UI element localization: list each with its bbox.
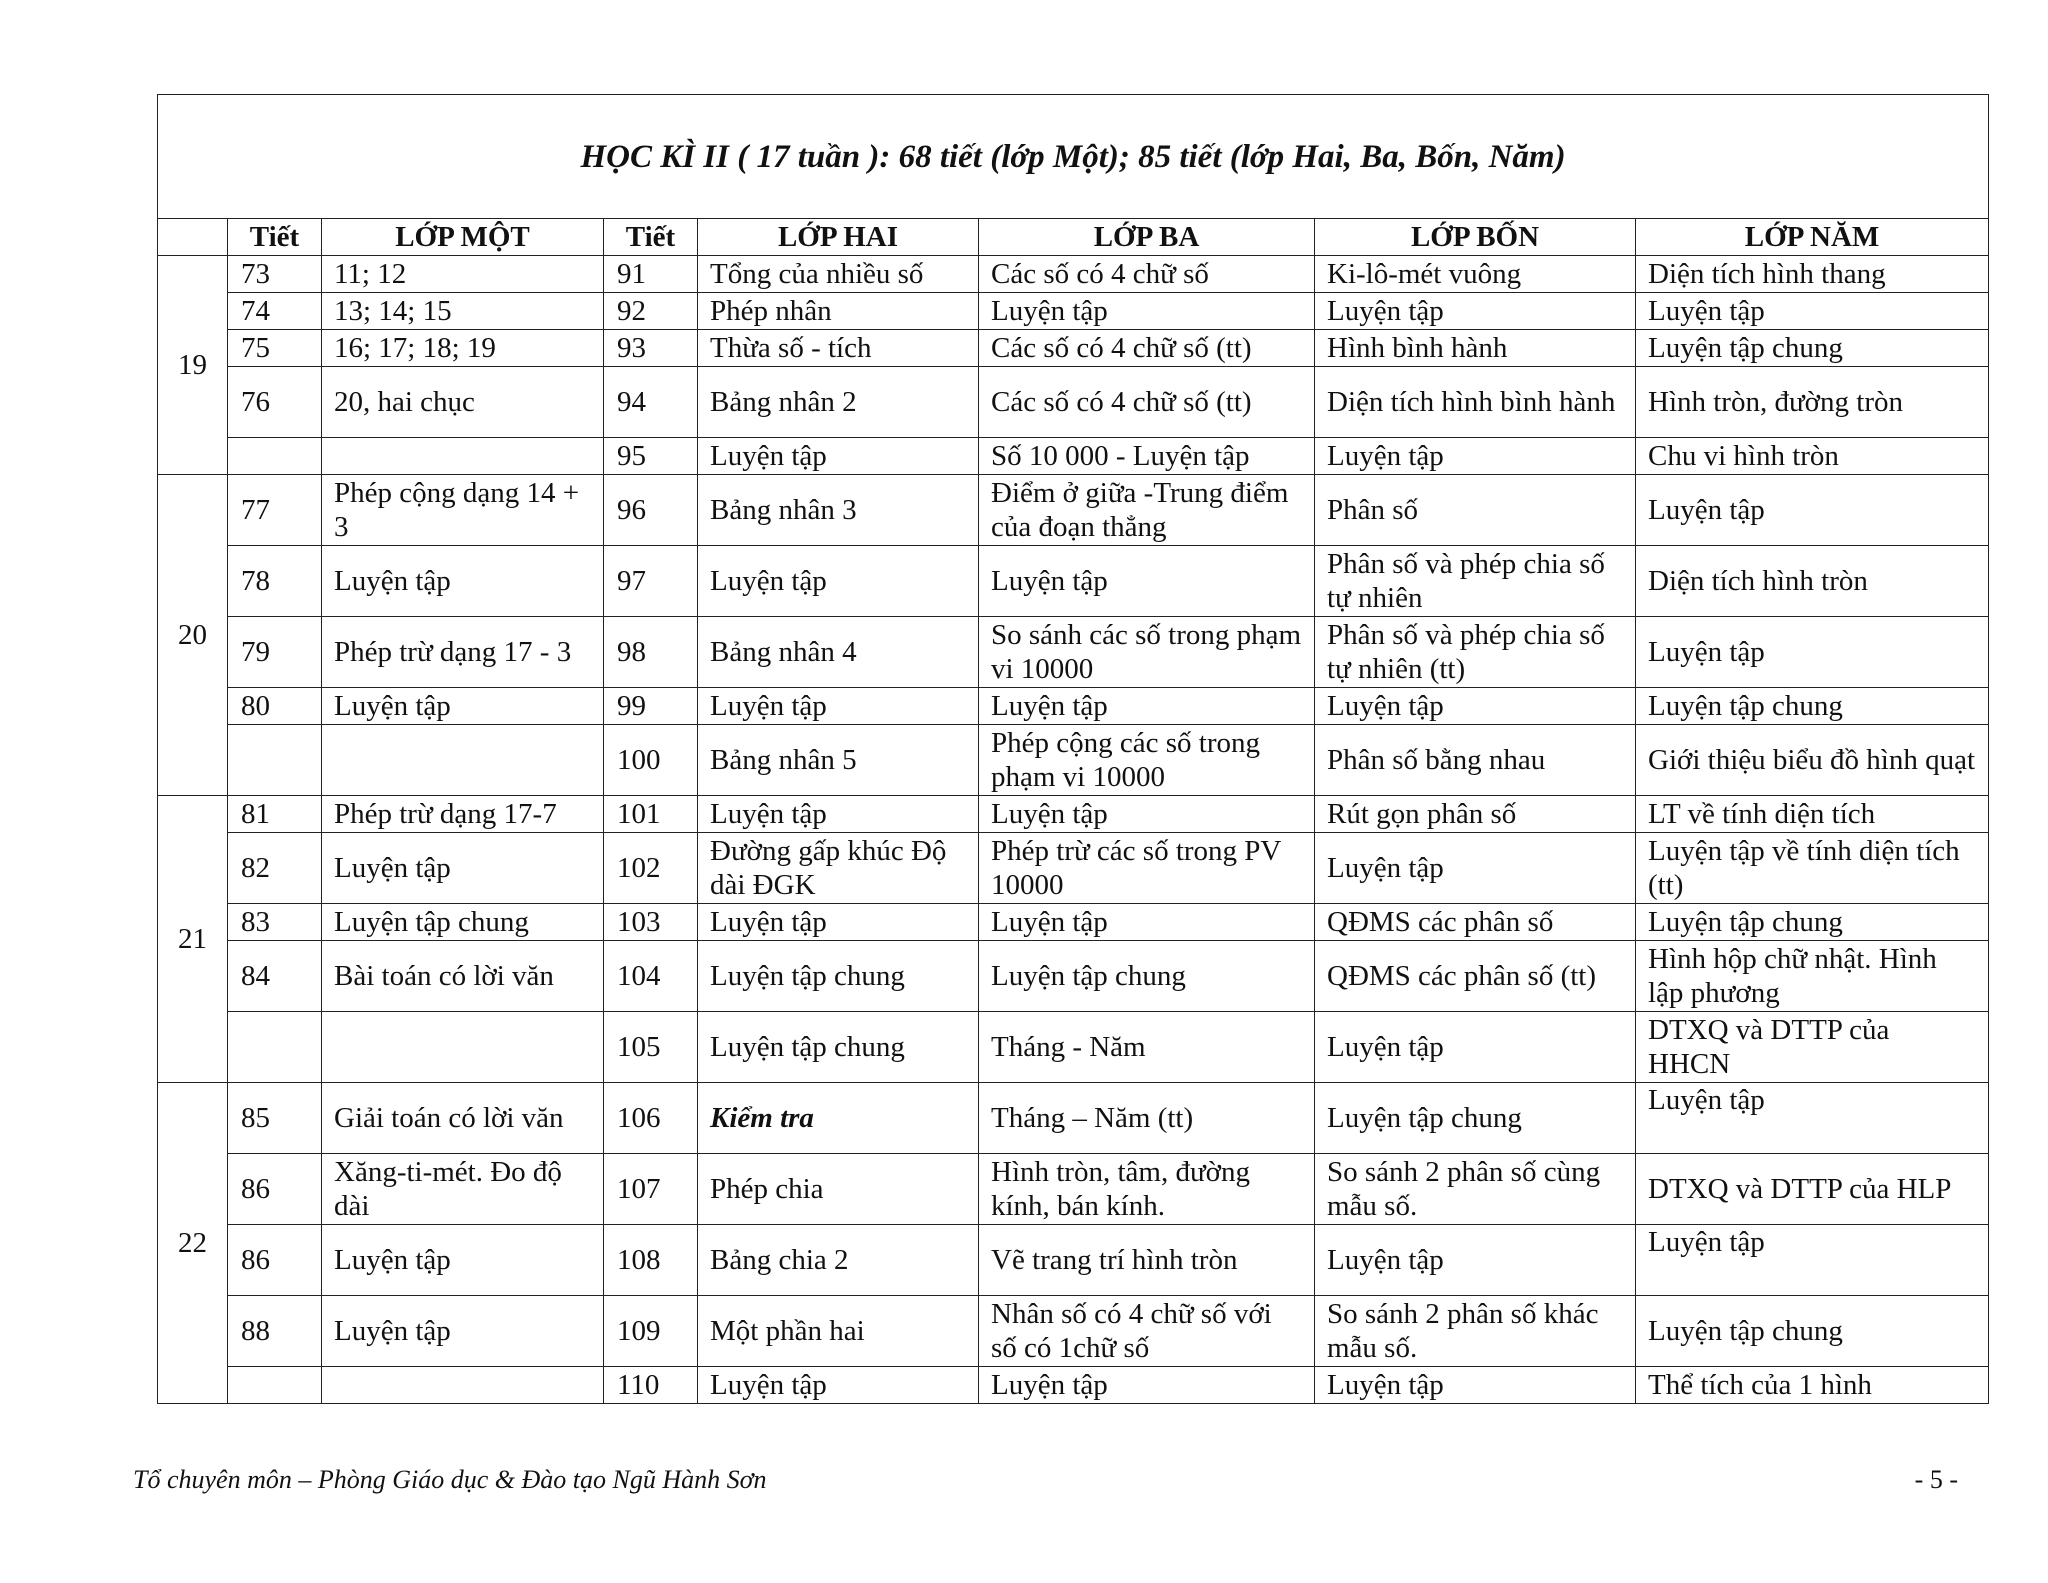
cell-lop-bon: Phân số và phép chia số tự nhiên — [1315, 546, 1636, 617]
cell-lop-nam: Hình tròn, đường tròn — [1636, 367, 1989, 438]
footer-organization: Tổ chuyên môn – Phòng Giáo dục & Đào tạo Ngũ Hành Sơn — [133, 1465, 767, 1494]
cell-lop-hai: Bảng nhân 3 — [698, 475, 979, 546]
cell-tiet-2: 102 — [604, 833, 698, 904]
cell-lop-ba: Luyện tập chung — [979, 941, 1315, 1012]
table-row — [158, 1083, 1989, 1154]
cell-lop-nam: Luyện tập — [1636, 617, 1989, 688]
cell-lop-hai: Luyện tập chung — [698, 941, 979, 1012]
cell-lop-mot: Giải toán có lời văn — [322, 1083, 604, 1154]
cell-lop-bon: Luyện tập — [1315, 438, 1636, 475]
cell-lop-bon: Hình bình hành — [1315, 330, 1636, 367]
cell-lop-nam: LT về tính diện tích — [1636, 796, 1989, 833]
cell-tiet-2: 107 — [604, 1154, 698, 1225]
cell-tiet-2: 95 — [604, 438, 698, 475]
cell-lop-bon: So sánh 2 phân số khác mẫu số. — [1315, 1296, 1636, 1367]
cell-lop-bon: Luyện tập — [1315, 293, 1636, 330]
cell-lop-mot: Bài toán có lời văn — [322, 941, 604, 1012]
cell-lop-ba: Tháng – Năm (tt) — [979, 1083, 1315, 1154]
cell-lop-mot: Phép cộng dạng 14 + 3 — [322, 475, 604, 546]
table-row — [158, 617, 1989, 688]
cell-lop-hai: Thừa số - tích — [698, 330, 979, 367]
table-row — [158, 904, 1989, 941]
week-number: 22 — [158, 1083, 228, 1404]
cell-tiet-1: 77 — [228, 475, 322, 546]
cell-lop-nam: Luyện tập chung — [1636, 688, 1989, 725]
cell-lop-nam: Hình hộp chữ nhật. Hình lập phương — [1636, 941, 1989, 1012]
cell-lop-hai: Phép nhân — [698, 293, 979, 330]
cell-lop-bon: Phân số bằng nhau — [1315, 725, 1636, 796]
cell-lop-ba: Luyện tập — [979, 796, 1315, 833]
cell-lop-mot — [322, 1367, 604, 1404]
cell-lop-ba: Luyện tập — [979, 1367, 1315, 1404]
table-row — [158, 546, 1989, 617]
cell-tiet-1: 75 — [228, 330, 322, 367]
table-title: HỌC KÌ II ( 17 tuần ): 68 tiết (lớp Một); 85 tiết (lớp Hai, Ba, Bốn, Năm) — [158, 95, 1989, 219]
cell-tiet-2: 96 — [604, 475, 698, 546]
table-row — [158, 796, 1989, 833]
cell-tiet-2: 93 — [604, 330, 698, 367]
cell-lop-ba: Luyện tập — [979, 546, 1315, 617]
header-lop-mot: LỚP MỘT — [322, 219, 604, 256]
table-row — [158, 1012, 1989, 1083]
table-row — [158, 941, 1989, 1012]
cell-lop-nam: Luyện tập chung — [1636, 904, 1989, 941]
cell-lop-nam: Giới thiệu biểu đồ hình quạt — [1636, 725, 1989, 796]
cell-lop-mot — [322, 1012, 604, 1083]
cell-lop-mot: 11; 12 — [322, 256, 604, 293]
cell-tiet-1: 82 — [228, 833, 322, 904]
table-row — [158, 256, 1989, 293]
cell-lop-bon: Diện tích hình bình hành — [1315, 367, 1636, 438]
cell-lop-hai: Một phần hai — [698, 1296, 979, 1367]
cell-lop-hai: Bảng nhân 5 — [698, 725, 979, 796]
cell-lop-nam: DTXQ và DTTP của HLP — [1636, 1154, 1989, 1225]
table-row — [158, 367, 1989, 438]
cell-tiet-2: 110 — [604, 1367, 698, 1404]
cell-lop-hai: Tổng của nhiều số — [698, 256, 979, 293]
cell-tiet-2: 103 — [604, 904, 698, 941]
cell-lop-bon: Luyện tập — [1315, 833, 1636, 904]
cell-lop-mot: 20, hai chục — [322, 367, 604, 438]
cell-lop-hai: Luyện tập — [698, 796, 979, 833]
cell-lop-ba: Hình tròn, tâm, đường kính, bán kính. — [979, 1154, 1315, 1225]
cell-lop-bon: Luyện tập — [1315, 1367, 1636, 1404]
cell-lop-bon: Rút gọn phân số — [1315, 796, 1636, 833]
cell-lop-bon: Luyện tập chung — [1315, 1083, 1636, 1154]
cell-lop-mot: Phép trừ dạng 17-7 — [322, 796, 604, 833]
cell-lop-bon: Ki-lô-mét vuông — [1315, 256, 1636, 293]
cell-tiet-1 — [228, 1012, 322, 1083]
cell-lop-nam: Luyện tập — [1636, 1225, 1989, 1296]
cell-lop-bon: Luyện tập — [1315, 1012, 1636, 1083]
cell-lop-hai: Phép chia — [698, 1154, 979, 1225]
cell-tiet-1: 83 — [228, 904, 322, 941]
cell-lop-mot: Luyện tập — [322, 1225, 604, 1296]
cell-tiet-2: 109 — [604, 1296, 698, 1367]
week-number: 20 — [158, 475, 228, 796]
cell-tiet-2: 99 — [604, 688, 698, 725]
table-row — [158, 725, 1989, 796]
cell-tiet-1: 78 — [228, 546, 322, 617]
table-row — [158, 293, 1989, 330]
cell-lop-ba: Phép trừ các số trong PV 10000 — [979, 833, 1315, 904]
cell-lop-hai: Luyện tập — [698, 904, 979, 941]
cell-lop-nam: Chu vi hình tròn — [1636, 438, 1989, 475]
cell-lop-bon: Phân số — [1315, 475, 1636, 546]
cell-tiet-2: 98 — [604, 617, 698, 688]
cell-lop-hai: Luyện tập — [698, 688, 979, 725]
cell-tiet-2: 100 — [604, 725, 698, 796]
cell-lop-mot: 16; 17; 18; 19 — [322, 330, 604, 367]
cell-lop-hai: Luyện tập — [698, 546, 979, 617]
cell-lop-nam: Diện tích hình thang — [1636, 256, 1989, 293]
header-lop-nam: LỚP NĂM — [1636, 219, 1989, 256]
cell-tiet-1: 73 — [228, 256, 322, 293]
cell-tiet-1: 80 — [228, 688, 322, 725]
table-row — [158, 1154, 1989, 1225]
cell-lop-bon: Luyện tập — [1315, 688, 1636, 725]
cell-lop-nam: Luyện tập chung — [1636, 330, 1989, 367]
header-lop-bon: LỚP BỐN — [1315, 219, 1636, 256]
cell-lop-nam: Luyện tập về tính diện tích (tt) — [1636, 833, 1989, 904]
week-number: 19 — [158, 256, 228, 475]
cell-lop-ba: Luyện tập — [979, 904, 1315, 941]
cell-lop-hai: Luyện tập — [698, 438, 979, 475]
cell-lop-ba: Luyện tập — [979, 293, 1315, 330]
cell-lop-ba: Số 10 000 - Luyện tập — [979, 438, 1315, 475]
page-number: - 5 - — [1914, 1465, 1958, 1494]
cell-tiet-1: 88 — [228, 1296, 322, 1367]
cell-tiet-2: 104 — [604, 941, 698, 1012]
cell-tiet-2: 92 — [604, 293, 698, 330]
cell-lop-bon: QĐMS các phân số — [1315, 904, 1636, 941]
cell-lop-mot — [322, 438, 604, 475]
cell-tiet-2: 101 — [604, 796, 698, 833]
cell-lop-mot: Luyện tập — [322, 1296, 604, 1367]
cell-lop-hai: Luyện tập chung — [698, 1012, 979, 1083]
cell-tiet-1: 81 — [228, 796, 322, 833]
cell-tiet-2: 105 — [604, 1012, 698, 1083]
cell-tiet-2: 91 — [604, 256, 698, 293]
table-row — [158, 833, 1989, 904]
cell-lop-mot: Xăng-ti-mét. Đo độ dài — [322, 1154, 604, 1225]
cell-lop-hai: Luyện tập — [698, 1367, 979, 1404]
header-week — [158, 219, 228, 256]
table-row — [158, 1367, 1989, 1404]
cell-tiet-1 — [228, 725, 322, 796]
cell-lop-nam: Luyện tập — [1636, 293, 1989, 330]
header-tiet-1: Tiết — [228, 219, 322, 256]
cell-lop-hai: Bảng nhân 2 — [698, 367, 979, 438]
cell-lop-ba: Vẽ trang trí hình tròn — [979, 1225, 1315, 1296]
cell-tiet-1: 84 — [228, 941, 322, 1012]
table-row — [158, 1225, 1989, 1296]
table-row — [158, 475, 1989, 546]
cell-lop-ba: So sánh các số trong phạm vi 10000 — [979, 617, 1315, 688]
cell-lop-mot — [322, 725, 604, 796]
cell-tiet-1 — [228, 1367, 322, 1404]
table-row — [158, 1296, 1989, 1367]
table-row — [158, 688, 1989, 725]
header-lop-ba: LỚP BA — [979, 219, 1315, 256]
cell-tiet-1: 74 — [228, 293, 322, 330]
table-row — [158, 330, 1989, 367]
cell-tiet-2: 106 — [604, 1083, 698, 1154]
header-tiet-2: Tiết — [604, 219, 698, 256]
cell-tiet-1: 86 — [228, 1154, 322, 1225]
cell-lop-nam: Luyện tập — [1636, 475, 1989, 546]
cell-lop-ba: Điểm ở giữa -Trung điểm của đoạn thẳng — [979, 475, 1315, 546]
cell-lop-bon: Luyện tập — [1315, 1225, 1636, 1296]
cell-lop-ba: Tháng - Năm — [979, 1012, 1315, 1083]
cell-tiet-1 — [228, 438, 322, 475]
cell-lop-mot: 13; 14; 15 — [322, 293, 604, 330]
cell-lop-ba: Nhân số có 4 chữ số với số có 1chữ số — [979, 1296, 1315, 1367]
cell-lop-hai: Đường gấp khúc Độ dài ĐGK — [698, 833, 979, 904]
cell-lop-nam: Luyện tập chung — [1636, 1296, 1989, 1367]
cell-lop-nam: Diện tích hình tròn — [1636, 546, 1989, 617]
curriculum-table — [157, 94, 1989, 1404]
cell-lop-mot: Luyện tập — [322, 688, 604, 725]
cell-lop-ba: Các số có 4 chữ số (tt) — [979, 330, 1315, 367]
cell-lop-hai: Bảng nhân 4 — [698, 617, 979, 688]
cell-tiet-1: 79 — [228, 617, 322, 688]
cell-tiet-1: 76 — [228, 367, 322, 438]
cell-lop-ba: Luyện tập — [979, 688, 1315, 725]
table-row — [158, 438, 1989, 475]
cell-lop-ba: Các số có 4 chữ số — [979, 256, 1315, 293]
cell-lop-bon: So sánh 2 phân số cùng mẫu số. — [1315, 1154, 1636, 1225]
cell-lop-nam: Luyện tập — [1636, 1083, 1989, 1154]
cell-lop-nam: Thể tích của 1 hình — [1636, 1367, 1989, 1404]
cell-tiet-2: 97 — [604, 546, 698, 617]
cell-tiet-2: 108 — [604, 1225, 698, 1296]
cell-lop-ba: Các số có 4 chữ số (tt) — [979, 367, 1315, 438]
cell-lop-nam: DTXQ và DTTP của HHCN — [1636, 1012, 1989, 1083]
cell-lop-hai: Bảng chia 2 — [698, 1225, 979, 1296]
header-lop-hai: LỚP HAI — [698, 219, 979, 256]
cell-lop-ba: Phép cộng các số trong phạm vi 10000 — [979, 725, 1315, 796]
cell-tiet-1: 86 — [228, 1225, 322, 1296]
cell-lop-mot: Phép trừ dạng 17 - 3 — [322, 617, 604, 688]
cell-lop-mot: Luyện tập — [322, 546, 604, 617]
cell-lop-mot: Luyện tập — [322, 833, 604, 904]
cell-tiet-2: 94 — [604, 367, 698, 438]
week-number: 21 — [158, 796, 228, 1083]
cell-lop-hai: Kiểm tra — [698, 1083, 979, 1154]
cell-lop-bon: QĐMS các phân số (tt) — [1315, 941, 1636, 1012]
cell-lop-mot: Luyện tập chung — [322, 904, 604, 941]
cell-tiet-1: 85 — [228, 1083, 322, 1154]
cell-lop-bon: Phân số và phép chia số tự nhiên (tt) — [1315, 617, 1636, 688]
